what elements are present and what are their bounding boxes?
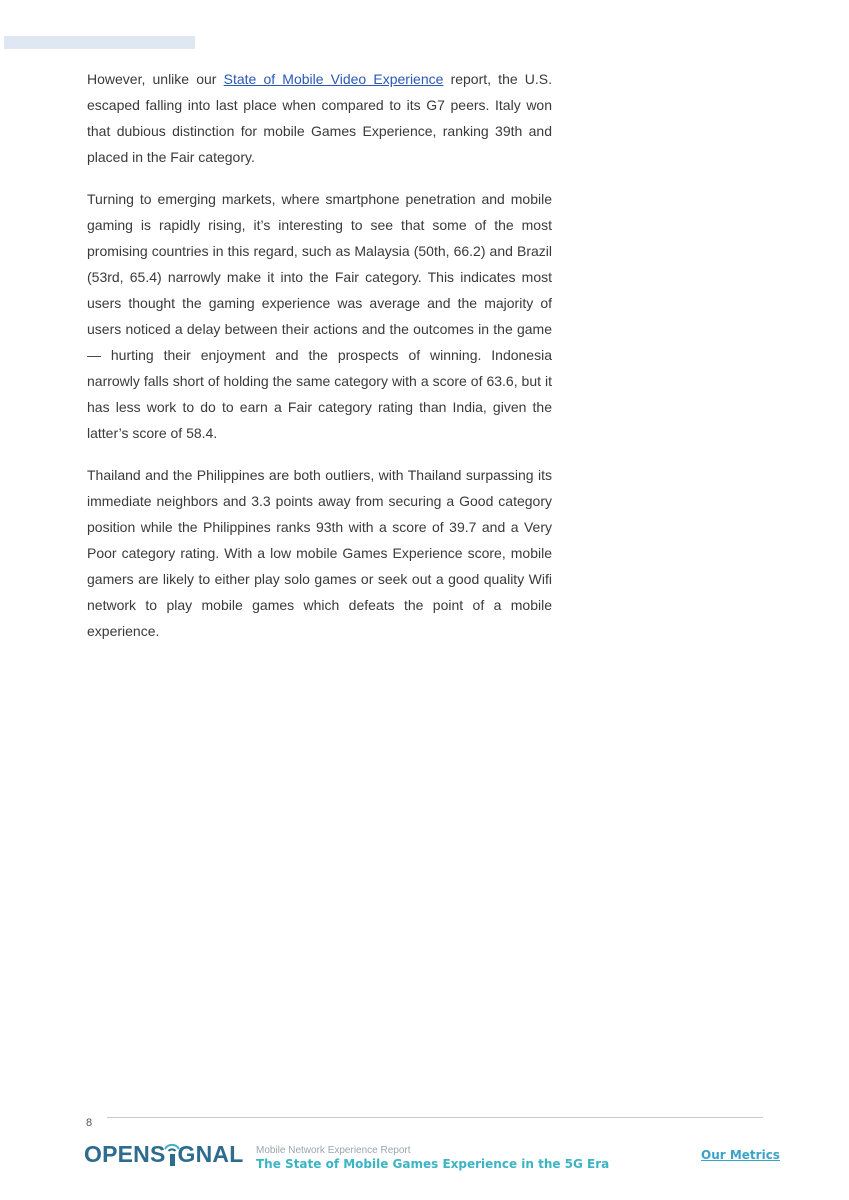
document-body: [87, 66, 552, 660]
paragraph-1: [87, 66, 552, 170]
page-number: 8: [86, 1117, 93, 1129]
logo-text-start: OPENS: [84, 1141, 166, 1167]
state-of-mobile-video-link[interactable]: State of Mobile Video Experience: [223, 71, 444, 87]
paragraph-2: Turning to emerging markets, where smartphone penetration and mobile gaming is rapidly rising, it’s interesting to see that some of the most promising countries in this regard, such as Malaysia (50th, 66.2) and Brazil (53rd, 65.4) narrowly make it into the Fair category. This indicates most users thought the gaming experience was average and the majority of users noticed a delay between their actions and the outcomes in the game — hurting their enjoyment and the prospects of winning. Indonesia narrowly falls short of holding the same category with a score of 63.6, but it has less work to do to earn a Fair category rating than India, given the latter’s score of 58.4.: [87, 191, 552, 441]
report-title: The State of Mobile Games Experience in the 5G Era: [256, 1157, 610, 1171]
logo-text-end: GNAL: [177, 1141, 244, 1167]
footer-divider: [107, 1117, 763, 1118]
top-highlight-bar: [4, 36, 195, 49]
our-metrics-link[interactable]: Our Metrics: [701, 1148, 780, 1162]
paragraph-1-intro: However, unlike our: [87, 71, 224, 87]
signal-icon: [167, 1144, 177, 1168]
paragraph-1-rest: report, the U.S. escaped falling into last place when compared to its G7 peers. Italy won that dubious distinction for mobile Games Experience, ranking 39th and placed in the Fair category.: [87, 71, 553, 165]
opensignal-logo: [84, 1141, 244, 1168]
paragraph-3: Thailand and the Philippines are both outliers, with Thailand surpassing its immediate neighbors and 3.3 points away from securing a Good category position while the Philippines ranks 93th with a score of 39.7 and a Very Poor category rating. With a low mobile Games Experience score, mobile gamers are likely to either play solo games or seek out a good quality Wifi network to play mobile games which defeats the point of a mobile experience.: [87, 467, 552, 639]
report-subtitle: Mobile Network Experience Report: [256, 1145, 411, 1156]
